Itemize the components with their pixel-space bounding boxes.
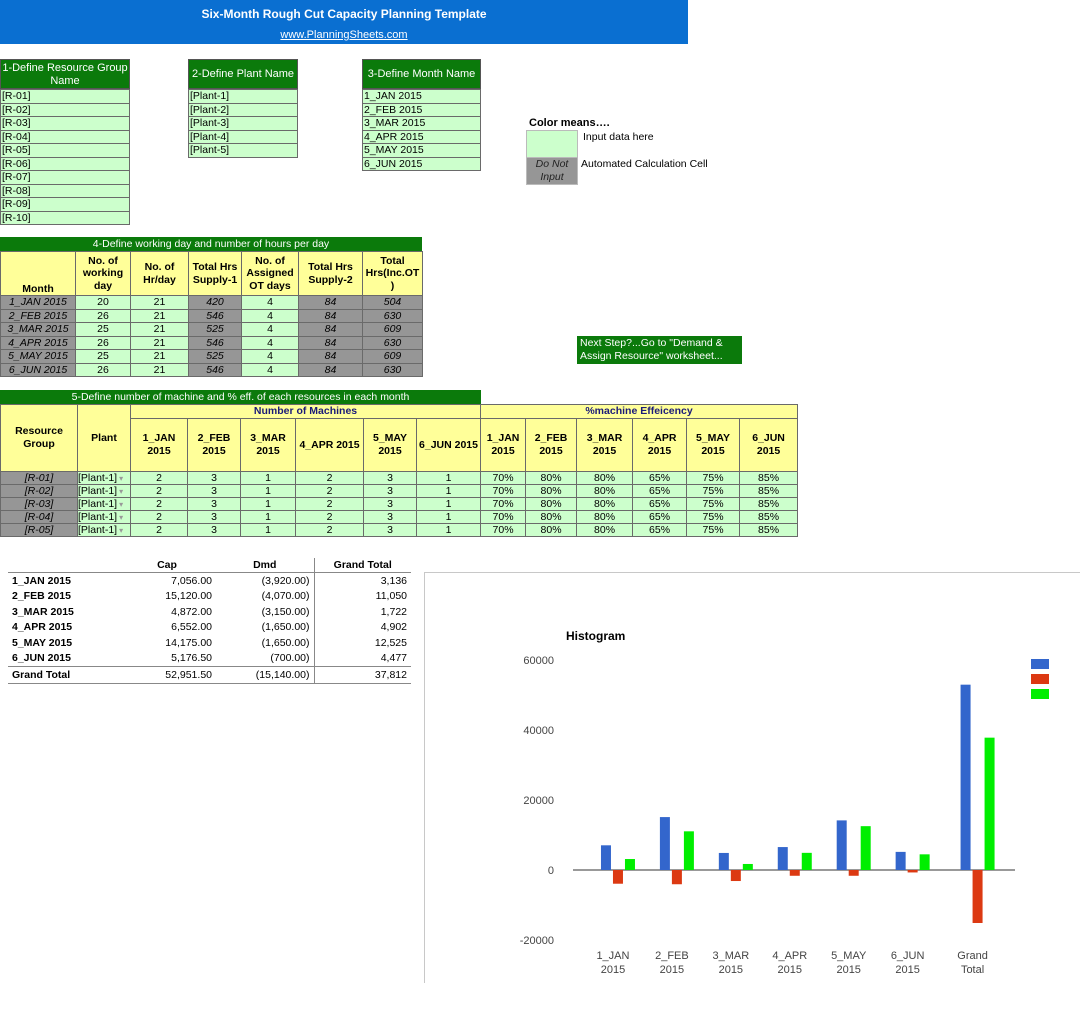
resource-item-row [1,198,130,212]
working-days-cell[interactable]: 21 [131,363,189,377]
efficiency-cell[interactable]: 80% [577,524,633,537]
plant-dropdown[interactable] [78,472,131,485]
month-item-row [363,103,481,117]
website-link[interactable]: www.PlanningSheets.com [280,29,408,41]
pivot-total-cell: 37,812 [314,667,411,684]
plant-item-row [189,144,298,158]
legend-auto-swatch: Do Not Input [526,157,578,185]
month-item-row [363,117,481,131]
efficiency-cell[interactable]: 85% [740,485,798,498]
section4-col-header: Month [1,252,76,296]
working-days-cell[interactable]: 21 [131,296,189,310]
working-days-row [1,350,423,364]
x-tick-label: 4_APR 2015 [772,950,808,976]
month-item[interactable]: 6_JUN 2015 [363,157,481,171]
working-days-cell: 609 [363,350,423,364]
pivot-cell: 15,120.00 [165,590,212,603]
resource-item-row [1,171,130,185]
machines-month-header: 1_JAN 2015 [131,419,188,472]
working-days-row [1,323,423,337]
machines-row [1,472,798,485]
efficiency-cell[interactable]: 75% [687,485,740,498]
machines-row [1,511,798,524]
machines-cell[interactable]: 3 [188,524,241,537]
working-days-row [1,309,423,323]
legend-swatch-1 [1031,674,1049,684]
machines-month-header: 2_FEB 2015 [188,419,241,472]
working-days-cell: 630 [363,309,423,323]
working-days-cell: 630 [363,363,423,377]
chevron-down-icon: ▾ [119,474,124,483]
efficiency-cell[interactable]: 80% [577,498,633,511]
x-tick-label: 2_FEB 2015 [655,950,689,976]
resource-item[interactable]: [R-05] [1,144,130,158]
plant-dropdown-value: [Plant-1] [78,485,118,497]
efficiency-cell[interactable]: 75% [687,524,740,537]
machines-cell[interactable]: 2 [131,524,188,537]
resource-item[interactable]: [R-07] [1,171,130,185]
x-tick-label: 1_JAN 2015 [596,950,630,976]
define-month-header: 3-Define Month Name [362,59,481,89]
working-days-cell: 84 [299,323,363,337]
bar-series-2 [985,738,995,870]
machines-cell[interactable]: 3 [364,524,417,537]
pivot-cell: (3,150.00) [261,605,310,618]
y-tick-label: -20000 [519,935,554,947]
pivot-row [8,604,411,620]
legend-swatch-0 [1031,659,1049,669]
legend-title: Color means…. [529,117,610,129]
col-resource-group: Resource Group [1,405,78,472]
bar-series-2 [861,826,871,870]
machines-table [0,404,798,537]
bar-series-0 [961,685,971,870]
pivot-row [8,635,411,651]
pivot-row-label: 4_APR 2015 [12,621,73,634]
plant-item-row [189,130,298,144]
bar-series-2 [802,853,812,870]
pivot-cell: (700.00) [270,652,310,665]
machines-cell[interactable]: 1 [417,498,481,511]
pivot-total-label: Grand Total [8,667,118,684]
machines-cell[interactable]: 1 [417,511,481,524]
resource-item-row [1,144,130,158]
plant-dropdown[interactable] [78,485,131,498]
next-step-link[interactable]: Next Step?...Go to "Demand & Assign Resource" worksheet... [577,336,742,364]
plant-item[interactable]: [Plant-3] [189,117,298,131]
working-days-cell[interactable]: 4 [242,323,299,337]
plant-dropdown-value: [Plant-1] [78,498,118,510]
group-machine-efficiency: %machine Effeicency [481,405,798,419]
machines-cell[interactable]: 1 [417,472,481,485]
month-list [362,89,481,171]
machines-cell[interactable]: 3 [364,498,417,511]
efficiency-cell[interactable]: 80% [526,524,577,537]
working-days-cell[interactable]: 4 [242,350,299,364]
pivot-col-dmd: Dmd [216,558,314,573]
pivot-cell: 1,722 [314,604,411,620]
resource-group-cell: [R-05] [1,524,78,537]
working-days-cell: 546 [189,336,242,350]
resource-item-row [1,130,130,144]
pivot-cell: 6,552.00 [171,621,212,634]
pivot-corner [8,558,118,573]
efficiency-month-header: 6_JUN 2015 [740,419,798,472]
machines-cell[interactable]: 2 [296,498,364,511]
bar-series-2 [625,859,635,870]
plant-item-row [189,90,298,104]
plant-dropdown[interactable] [78,524,131,537]
efficiency-cell[interactable]: 65% [633,511,687,524]
efficiency-cell[interactable]: 70% [481,498,526,511]
month-item[interactable]: 2_FEB 2015 [363,103,481,117]
resource-item-row [1,103,130,117]
pivot-cell: (3,920.00) [261,574,310,587]
y-tick-label: 20000 [523,795,554,807]
resource-item[interactable]: [R-06] [1,157,130,171]
efficiency-cell[interactable]: 85% [740,511,798,524]
bar-series-1 [973,870,983,923]
group-number-machines: Number of Machines [131,405,481,419]
histogram-svg [425,573,1080,983]
pivot-total-cell: (15,140.00) [216,667,314,684]
pivot-cell: (1,650.00) [261,636,310,649]
pivot-row [8,573,411,589]
plant-item[interactable]: [Plant-1] [189,90,298,104]
pivot-row-label: 3_MAR 2015 [12,605,74,618]
y-tick-label: 60000 [523,655,554,667]
machines-cell[interactable]: 1 [241,511,296,524]
bar-series-1 [790,870,800,876]
machines-month-header: 6_JUN 2015 [417,419,481,472]
working-days-cell: 5_MAY 2015 [1,350,76,364]
working-days-cell[interactable]: 21 [131,350,189,364]
efficiency-cell[interactable]: 80% [526,498,577,511]
month-item[interactable]: 4_APR 2015 [363,130,481,144]
machines-cell[interactable]: 2 [296,524,364,537]
legend-auto-label: Automated Calculation Cell [581,158,708,170]
month-item[interactable]: 1_JAN 2015 [363,90,481,104]
working-days-cell[interactable]: 20 [76,296,131,310]
pivot-row [8,651,411,667]
machines-month-header: 5_MAY 2015 [364,419,417,472]
plant-item[interactable]: [Plant-2] [189,103,298,117]
plant-item-row [189,117,298,131]
legend-swatch-2 [1031,689,1049,699]
efficiency-cell[interactable]: 65% [633,524,687,537]
machines-cell[interactable]: 1 [241,498,296,511]
bar-series-0 [896,852,906,870]
bar-series-2 [743,864,753,870]
chart-title: Histogram [566,629,626,643]
working-days-table [0,251,423,377]
working-days-row [1,336,423,350]
efficiency-cell[interactable]: 80% [526,472,577,485]
resource-item-row [1,157,130,171]
efficiency-cell[interactable]: 65% [633,498,687,511]
working-days-cell: 84 [299,309,363,323]
bar-series-0 [601,845,611,870]
plant-dropdown-value: [Plant-1] [78,472,118,484]
machines-cell[interactable]: 1 [417,485,481,498]
section4-col-header: Total Hrs(Inc.OT ) [363,252,423,296]
resource-group-cell: [R-03] [1,498,78,511]
pivot-total-cell: 52,951.50 [118,667,216,684]
efficiency-cell[interactable]: 65% [633,472,687,485]
x-tick-label: Grand Total [957,950,988,976]
y-tick-label: 40000 [523,725,554,737]
efficiency-cell[interactable]: 70% [481,511,526,524]
section4-col-header: No. of Assigned OT days [242,252,299,296]
month-item-row [363,130,481,144]
resource-item[interactable]: [R-02] [1,103,130,117]
plant-dropdown[interactable] [78,498,131,511]
plant-dropdown-value: [Plant-1] [78,511,118,523]
y-tick-label: 0 [547,865,554,877]
efficiency-month-header: 3_MAR 2015 [577,419,633,472]
working-days-cell: 84 [299,296,363,310]
efficiency-cell[interactable]: 65% [633,485,687,498]
pivot-row-label: 5_MAY 2015 [12,636,73,649]
machines-cell[interactable]: 1 [241,524,296,537]
chevron-down-icon: ▾ [119,513,124,522]
machines-row [1,485,798,498]
working-days-cell[interactable]: 4 [242,336,299,350]
pivot-row [8,589,411,605]
pivot-cell: 14,175.00 [165,636,212,649]
pivot-cell: 3,136 [314,573,411,589]
working-days-cell[interactable]: 26 [76,336,131,350]
efficiency-cell[interactable]: 80% [577,511,633,524]
page-title: Six-Month Rough Cut Capacity Planning Template [201,7,487,21]
legend-input-label: Input data here [583,131,654,143]
working-days-cell: 84 [299,336,363,350]
machines-cell[interactable]: 1 [241,485,296,498]
machines-cell[interactable]: 2 [296,511,364,524]
pivot-row-label: 1_JAN 2015 [12,574,71,587]
efficiency-cell[interactable]: 80% [526,511,577,524]
working-days-cell: 546 [189,309,242,323]
working-days-cell[interactable]: 25 [76,350,131,364]
working-days-cell[interactable]: 26 [76,363,131,377]
machines-cell[interactable]: 2 [131,498,188,511]
month-item-row [363,144,481,158]
section5-title: 5-Define number of machine and % eff. of each resources in each month [0,390,481,404]
month-item[interactable]: 3_MAR 2015 [363,117,481,131]
resource-item[interactable]: [R-09] [1,198,130,212]
bar-series-0 [660,817,670,870]
define-plant-header: 2-Define Plant Name [188,59,298,89]
machines-cell[interactable]: 2 [131,485,188,498]
working-days-cell: 84 [299,350,363,364]
working-days-cell: 525 [189,350,242,364]
efficiency-cell[interactable]: 75% [687,511,740,524]
plant-list [188,89,298,158]
month-item-row [363,157,481,171]
efficiency-cell[interactable]: 70% [481,524,526,537]
resource-group-cell: [R-01] [1,472,78,485]
x-tick-label: 3_MAR 2015 [712,950,750,976]
chevron-down-icon: ▾ [119,526,124,535]
working-days-cell[interactable]: 25 [76,323,131,337]
working-days-cell: 609 [363,323,423,337]
efficiency-cell[interactable]: 70% [481,485,526,498]
bar-series-1 [672,870,682,884]
working-days-cell: 84 [299,363,363,377]
machines-cell[interactable]: 3 [188,485,241,498]
histogram-chart[interactable] [424,572,1080,983]
pivot-cell: 7,056.00 [171,574,212,587]
bar-series-1 [731,870,741,881]
efficiency-cell[interactable]: 80% [526,485,577,498]
working-days-cell[interactable]: 4 [242,296,299,310]
machines-cell[interactable]: 3 [188,511,241,524]
define-resource-header: 1-Define Resource Group Name [0,59,130,89]
working-days-cell[interactable]: 21 [131,336,189,350]
machines-cell[interactable]: 2 [131,472,188,485]
efficiency-cell[interactable]: 85% [740,472,798,485]
bar-series-0 [778,847,788,870]
pivot-col-cap: Cap [118,558,216,573]
machines-cell[interactable]: 2 [131,511,188,524]
resource-item-row [1,184,130,198]
bar-series-2 [684,831,694,870]
machines-cell[interactable]: 3 [188,472,241,485]
working-days-cell[interactable]: 21 [131,323,189,337]
working-days-cell: 525 [189,323,242,337]
month-item[interactable]: 5_MAY 2015 [363,144,481,158]
bar-series-0 [837,820,847,870]
month-item-row [363,90,481,104]
x-tick-label: 6_JUN 2015 [890,950,925,976]
efficiency-cell[interactable]: 70% [481,472,526,485]
machines-row [1,498,798,511]
pivot-row-label: 6_JUN 2015 [12,652,71,665]
resource-group-cell: [R-02] [1,485,78,498]
working-days-row [1,296,423,310]
machines-month-header: 3_MAR 2015 [241,419,296,472]
efficiency-month-header: 5_MAY 2015 [687,419,740,472]
pivot-grand-total-row [8,667,411,684]
legend-input-swatch [526,130,578,158]
pivot-cell: (4,070.00) [261,590,310,603]
section4-col-header: Total Hrs Supply-1 [189,252,242,296]
resource-item-row [1,117,130,131]
working-days-cell: 4_APR 2015 [1,336,76,350]
working-days-row [1,363,423,377]
resource-item-row [1,90,130,104]
chevron-down-icon: ▾ [119,487,124,496]
working-days-cell: 1_JAN 2015 [1,296,76,310]
machines-cell[interactable]: 2 [296,485,364,498]
working-days-cell: 630 [363,336,423,350]
efficiency-cell[interactable]: 85% [740,524,798,537]
working-days-cell[interactable]: 4 [242,309,299,323]
resource-item-row [1,211,130,225]
plant-dropdown-value: [Plant-1] [78,524,118,536]
pivot-cell: 4,477 [314,651,411,667]
resource-item[interactable]: [R-08] [1,184,130,198]
machines-row [1,524,798,537]
efficiency-month-header: 2_FEB 2015 [526,419,577,472]
pivot-cell: 12,525 [314,635,411,651]
resource-item[interactable]: [R-04] [1,130,130,144]
resource-list [0,89,130,225]
machines-cell[interactable]: 3 [364,485,417,498]
machines-cell[interactable]: 1 [417,524,481,537]
pivot-col-grand-total: Grand Total [314,558,411,573]
pivot-cell: 4,872.00 [171,605,212,618]
pivot-cell: 4,902 [314,620,411,636]
resource-group-cell: [R-04] [1,511,78,524]
efficiency-cell[interactable]: 75% [687,498,740,511]
plant-item-row [189,103,298,117]
plant-item[interactable]: [Plant-4] [189,130,298,144]
plant-dropdown[interactable] [78,511,131,524]
working-days-cell[interactable]: 4 [242,363,299,377]
section4-col-header: Total Hrs Supply-2 [299,252,363,296]
efficiency-cell[interactable]: 85% [740,498,798,511]
resource-item[interactable]: [R-10] [1,211,130,225]
machines-cell[interactable]: 2 [296,472,364,485]
pivot-cell: 5,176.50 [171,652,212,665]
pivot-row-label: 2_FEB 2015 [12,590,71,603]
working-days-cell: 504 [363,296,423,310]
machines-cell[interactable]: 3 [364,511,417,524]
chevron-down-icon: ▾ [119,500,124,509]
pivot-cell: 11,050 [314,589,411,605]
resource-item[interactable]: [R-03] [1,117,130,131]
pivot-row [8,620,411,636]
efficiency-month-header: 4_APR 2015 [633,419,687,472]
working-days-cell: 2_FEB 2015 [1,309,76,323]
section4-title: 4-Define working day and number of hours per day [0,237,422,251]
bar-series-1 [849,870,859,876]
header-banner [0,0,688,44]
pivot-table [8,558,411,684]
pivot-cell: (1,650.00) [261,621,310,634]
efficiency-month-header: 1_JAN 2015 [481,419,526,472]
bar-series-1 [908,870,918,872]
machines-cell[interactable]: 1 [241,472,296,485]
efficiency-cell[interactable]: 80% [577,472,633,485]
section4-col-header: No. of working day [76,252,131,296]
col-plant: Plant [78,405,131,472]
machines-cell[interactable]: 3 [188,498,241,511]
efficiency-cell[interactable]: 75% [687,472,740,485]
working-days-cell[interactable]: 21 [131,309,189,323]
working-days-cell: 3_MAR 2015 [1,323,76,337]
efficiency-cell[interactable]: 80% [577,485,633,498]
working-days-cell: 420 [189,296,242,310]
x-tick-label: 5_MAY 2015 [831,950,867,976]
bar-series-1 [613,870,623,884]
plant-item[interactable]: [Plant-5] [189,144,298,158]
working-days-cell: 546 [189,363,242,377]
working-days-cell: 6_JUN 2015 [1,363,76,377]
bar-series-2 [920,854,930,870]
section4 [0,237,422,377]
working-days-cell[interactable]: 26 [76,309,131,323]
machines-month-header: 4_APR 2015 [296,419,364,472]
section4-col-header: No. of Hr/day [131,252,189,296]
section5 [0,390,800,538]
bar-series-0 [719,853,729,870]
resource-item[interactable]: [R-01] [1,90,130,104]
machines-cell[interactable]: 3 [364,472,417,485]
